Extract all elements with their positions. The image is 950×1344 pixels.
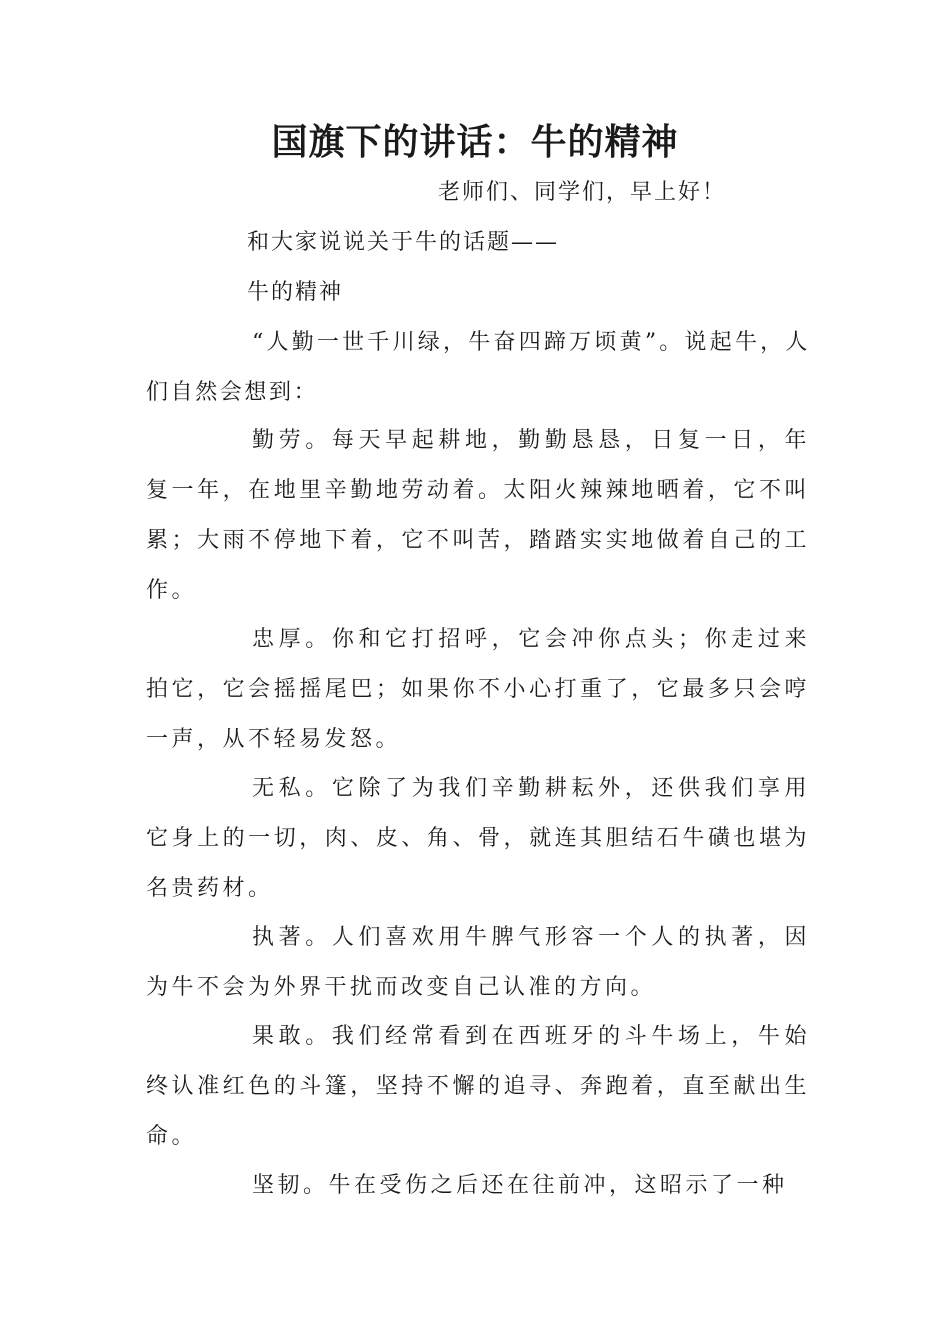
paragraph-tenacity: 坚韧。牛在受伤之后还在往前冲，这昭示了一种 bbox=[252, 1173, 788, 1198]
paragraph-persistence: 执著。人们喜欢用牛脾气形容一个人的执著，因为牛不会为外界干扰而改变自己认准的方向。 bbox=[146, 925, 810, 1000]
document-title: 国旗下的讲话：牛的精神 bbox=[271, 122, 679, 163]
subtitle-line: 牛的精神 bbox=[247, 280, 344, 305]
paragraph-courage: 果敢。我们经常看到在西班牙的斗牛场上，牛始终认准红色的斗篷，坚持不懈的追寻、奔跑着，直至献出生命。 bbox=[146, 1024, 810, 1149]
paragraph-selfless: 无私。它除了为我们辛勤耕耘外，还供我们享用它身上的一切，肉、皮、角、骨，就连其胆结石牛磺也堪为名贵药材。 bbox=[146, 776, 810, 901]
paragraph-diligence: 勤劳。每天早起耕地，勤勤恳恳，日复一日，年复一年，在地里辛勤地劳动着。太阳火辣辣地晒着，它不叫累；大雨不停地下着，它不叫苦，踏踏实实地做着自己的工作。 bbox=[146, 428, 810, 603]
paragraph-honesty: 忠厚。你和它打招呼，它会冲你点头；你走过来拍它，它会摇摇尾巴；如果你不小心打重了，它最多只会哼一声，从不轻易发怒。 bbox=[146, 627, 810, 752]
paragraph-quote: “人勤一世千川绿，牛奋四蹄万顷黄”。说起牛，人们自然会想到： bbox=[146, 330, 810, 405]
greeting-line: 老师们、同学们，早上好！ bbox=[438, 180, 727, 205]
intro-line: 和大家说说关于牛的话题—— bbox=[247, 230, 560, 255]
